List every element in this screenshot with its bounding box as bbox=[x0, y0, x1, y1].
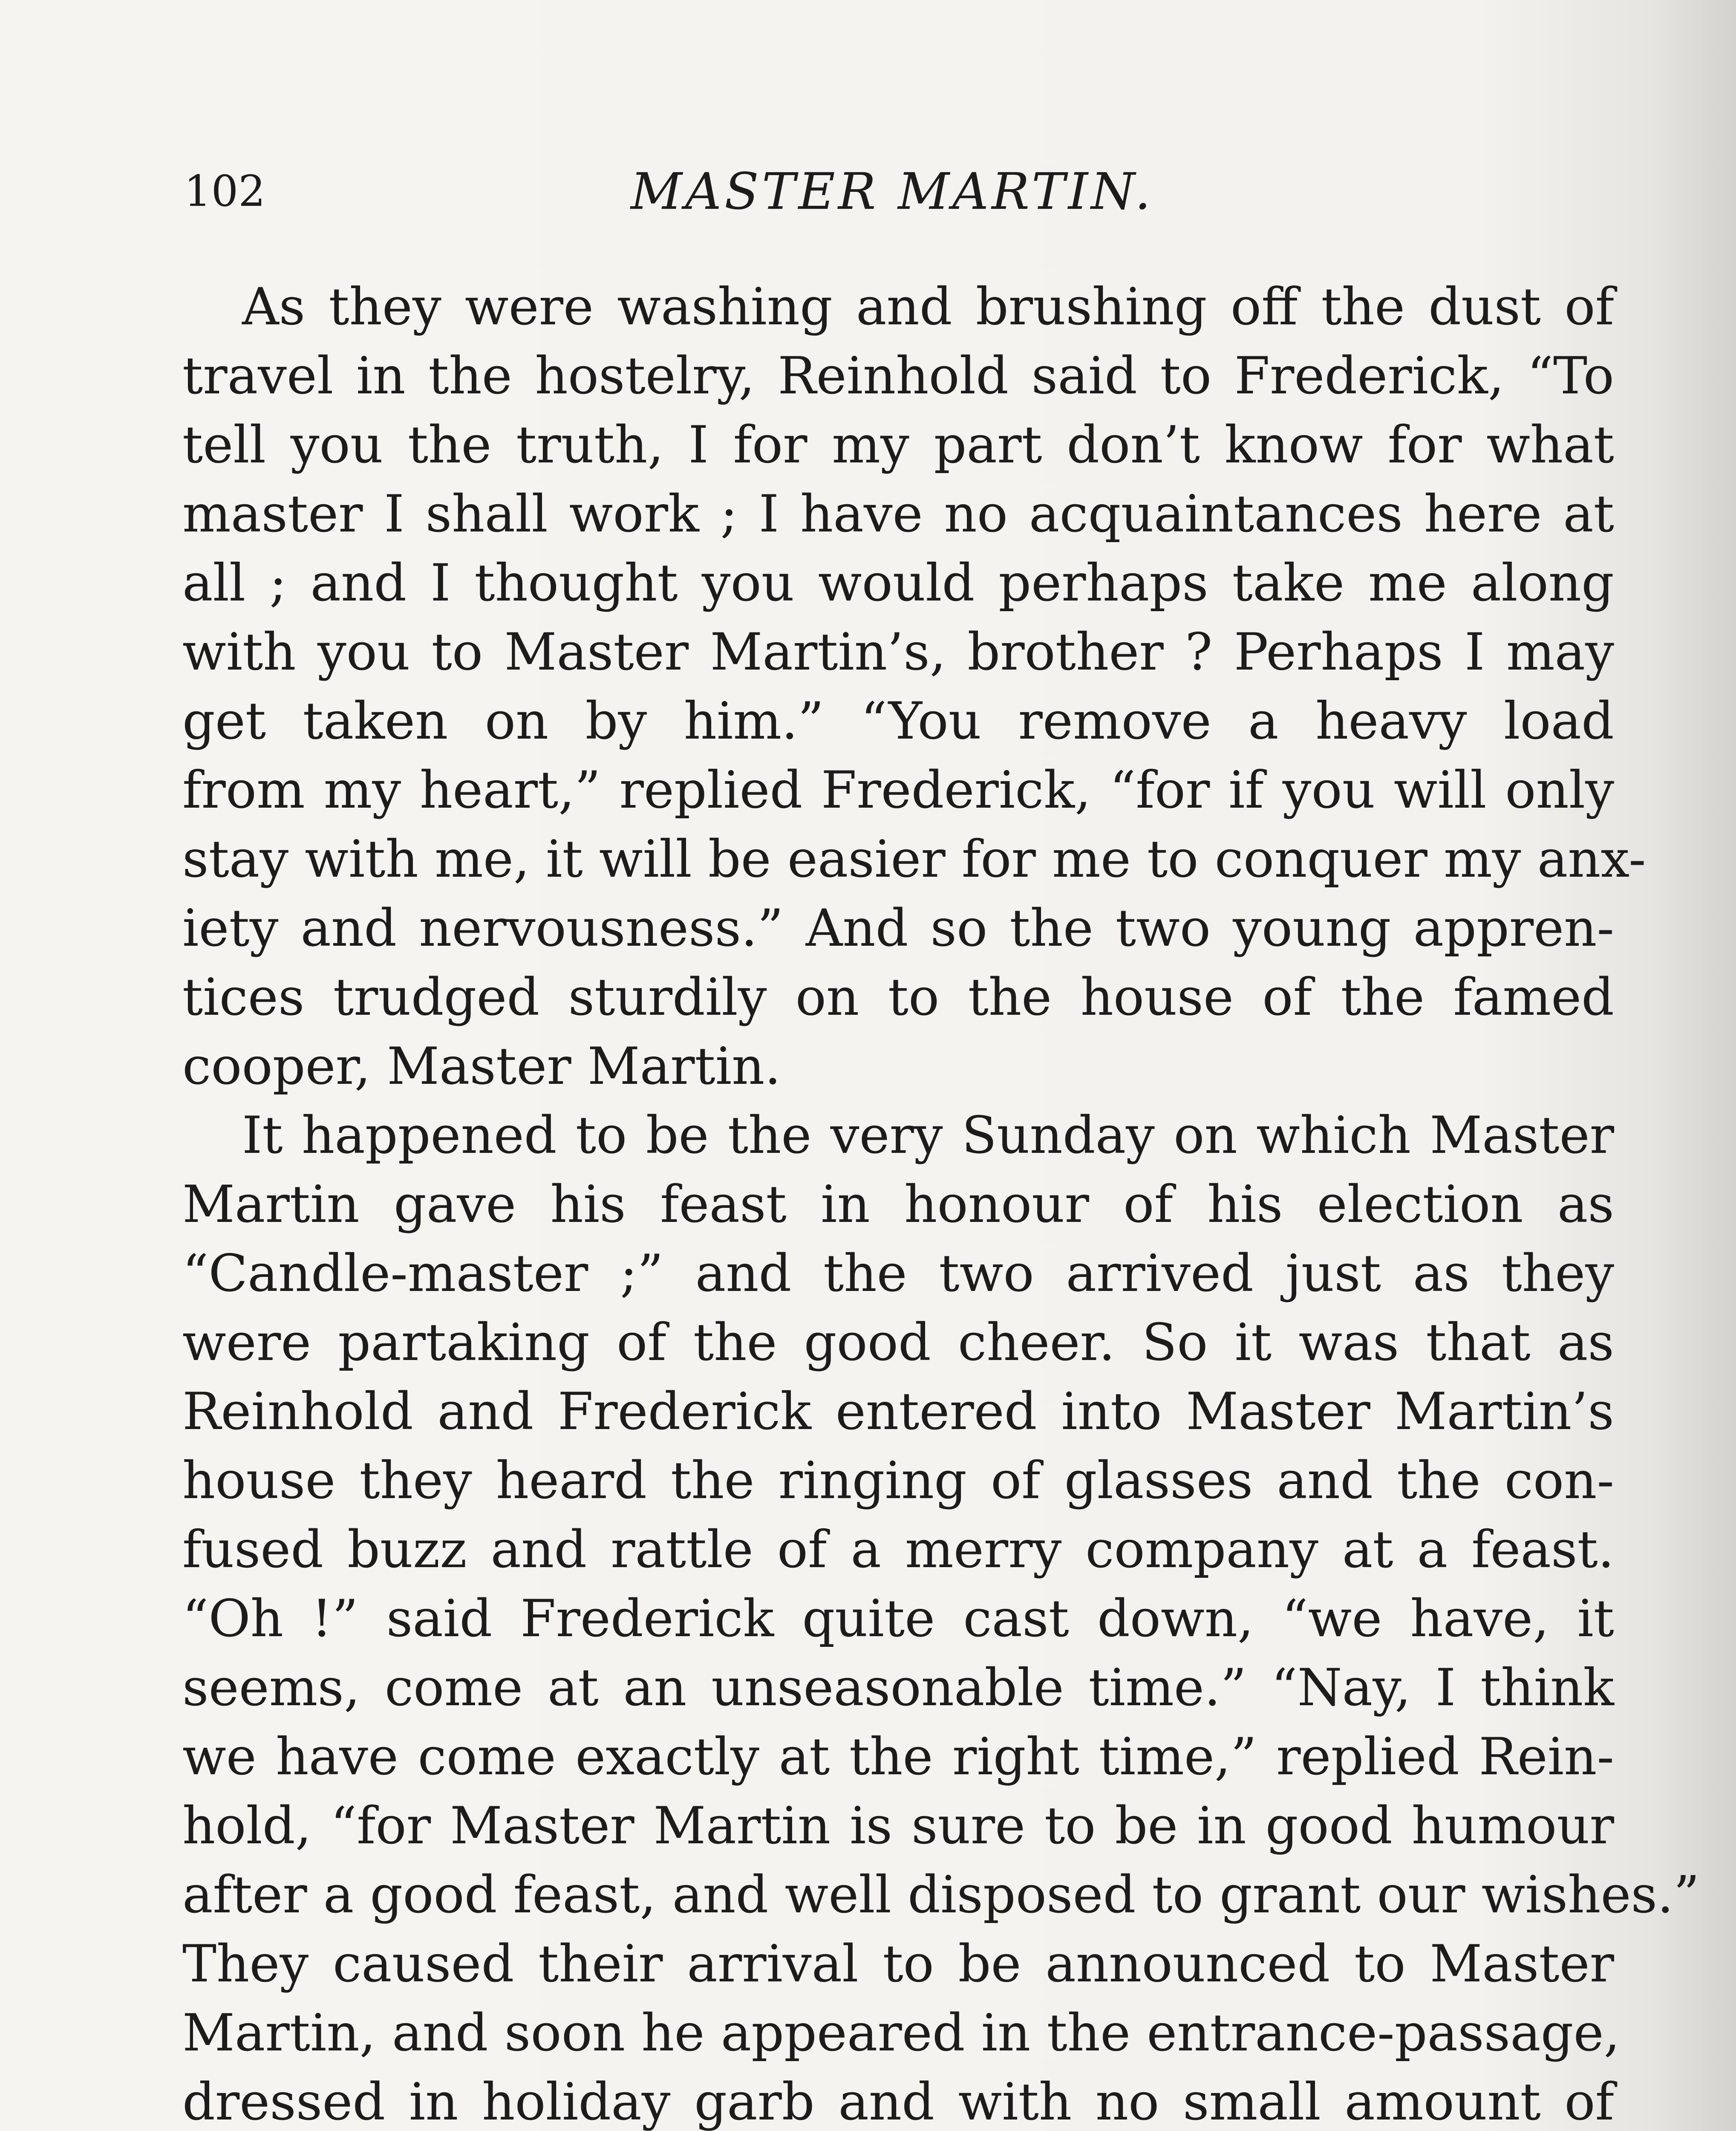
text-line: Martin gave his feast in honour of his election as bbox=[182, 1175, 1614, 1234]
paragraph-1 bbox=[182, 273, 1646, 1101]
running-head: MASTER MARTIN. bbox=[631, 162, 1154, 221]
text-line: “Oh !” said Frederick quite cast down, “we have, it bbox=[182, 1589, 1614, 1649]
text-line: house they heard the ringing of glasses and the con- bbox=[182, 1451, 1614, 1510]
text-line: cooper, Master Martin. bbox=[182, 1037, 781, 1096]
text-line: from my heart,” replied Frederick, “for if you will only bbox=[182, 761, 1614, 820]
text-line: we have come exactly at the right time,” replied Rein- bbox=[182, 1727, 1614, 1787]
text-line: Reinhold and Frederick entered into Master Martin’s bbox=[182, 1382, 1614, 1441]
text-line: travel in the hostelry, Reinhold said to Frederick, “To bbox=[182, 347, 1614, 406]
text-line: were partaking of the good cheer. So it was that as bbox=[182, 1313, 1614, 1372]
text-line: They caused their arrival to be announced to Master bbox=[182, 1935, 1614, 1994]
text-line: hold, “for Master Martin is sure to be in good humour bbox=[182, 1796, 1614, 1856]
text-line: get taken on by him.” “You remove a heavy load bbox=[182, 692, 1614, 751]
text-line: As they were washing and brushing off the dust of bbox=[242, 277, 1614, 337]
text-line: “Candle-master ;” and the two arrived just as they bbox=[182, 1244, 1614, 1303]
text-line: tices trudged sturdily on to the house of the famed bbox=[182, 968, 1614, 1027]
text-line: fused buzz and rattle of a merry company at a feast. bbox=[182, 1520, 1614, 1579]
text-line: tell you the truth, I for my part don’t know for what bbox=[182, 416, 1614, 475]
text-line: master I shall work ; I have no acquaintances here at bbox=[182, 485, 1614, 544]
text-line: with you to Master Martin’s, brother ? Perhaps I may bbox=[182, 623, 1614, 682]
paragraph-2 bbox=[182, 1101, 1700, 2131]
text-line: stay with me, it will be easier for me to conquer my anx- bbox=[182, 830, 1646, 889]
text-line: It happened to be the very Sunday on which Master bbox=[242, 1106, 1614, 1165]
text-line: dressed in holiday garb and with no small amount of bbox=[182, 2073, 1614, 2131]
text-line: Martin, and soon he appeared in the entrance-passage, bbox=[182, 2004, 1620, 2063]
text-line: seems, come at an unseasonable time.” “Nay, I think bbox=[182, 1658, 1614, 1718]
text-line: iety and nervousness.” And so the two young appren- bbox=[182, 899, 1614, 958]
text-line: after a good feast, and well disposed to grant our wishes.” bbox=[182, 1865, 1700, 1925]
page-number: 102 bbox=[184, 166, 265, 216]
text-line: all ; and I thought you would perhaps take me along bbox=[182, 554, 1614, 613]
body-text bbox=[182, 273, 1700, 2131]
